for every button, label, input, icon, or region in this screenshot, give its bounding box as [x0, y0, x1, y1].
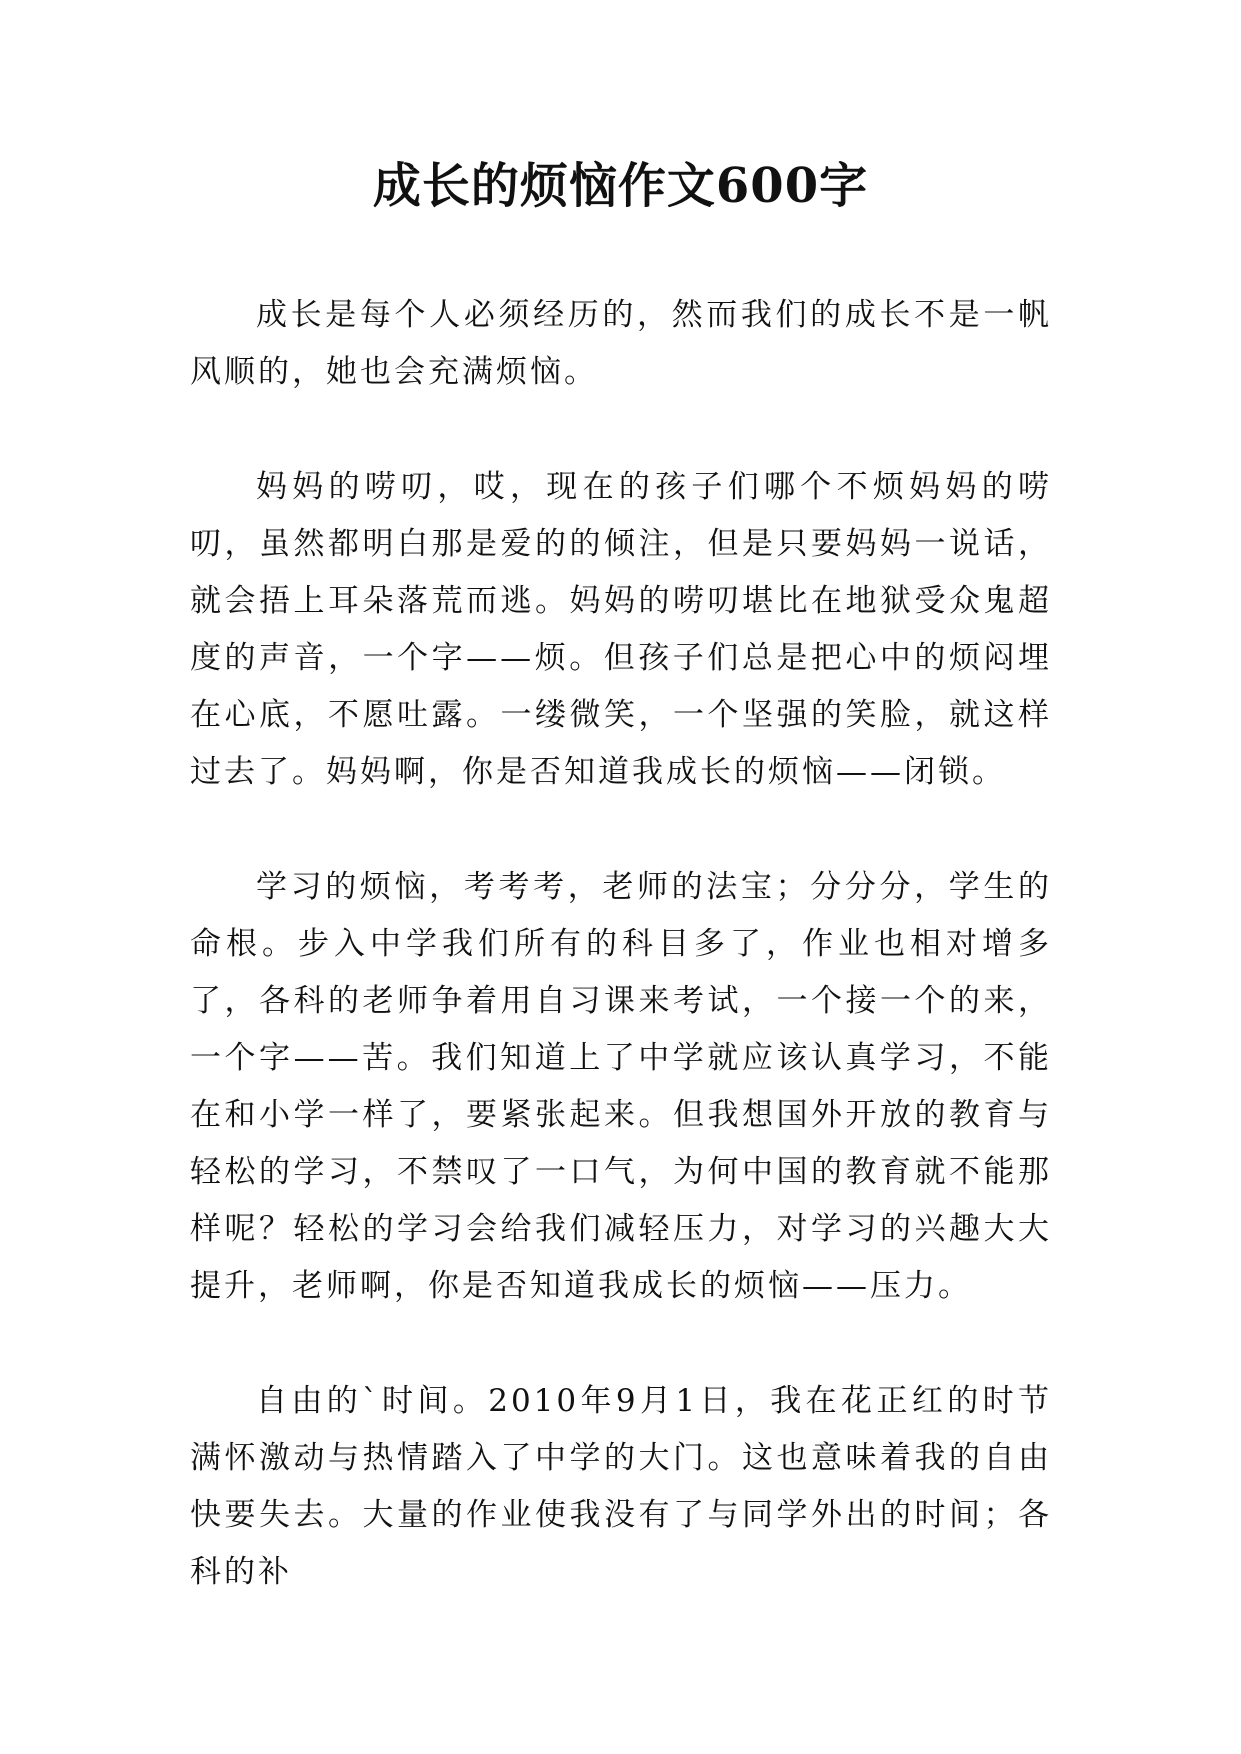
document-body: [190, 287, 1052, 1659]
document-title: 成长的烦恼作文600字: [372, 158, 869, 214]
paragraph-4: 自由的`时间。2010年9月1日，我在花正红的时节满怀激动与热情踏入了中学的大门。这也意味着我的自由快要失去。大量的作业使我没有了与同学外出的时间；各科的补: [190, 1383, 1052, 1590]
paragraph-3: 学习的烦恼，考考考，老师的法宝；分分分，学生的命根。步入中学我们所有的科目多了，作业也相对增多了，各科的老师争着用自习课来考试，一个接一个的来，一个字——苦。我们知道上了中学就应该认真学习，不能在和小学一样了，要紧张起来。但我想国外开放的教育与轻松的学习，不禁叹了一口气，为何中国的教育就不能那样呢？轻松的学习会给我们减轻压力，对学习的兴趣大大提升，老师啊，你是否知道我成长的烦恼——压力。: [190, 869, 1052, 1304]
paragraph-1: 成长是每个人必须经历的，然而我们的成长不是一帆风顺的，她也会充满烦恼。: [190, 297, 1052, 390]
paragraph-2: 妈妈的唠叨，哎，现在的孩子们哪个不烦妈妈的唠叨，虽然都明白那是爱的的倾注，但是只要妈妈一说话，就会捂上耳朵落荒而逃。妈妈的唠叨堪比在地狱受众鬼超度的声音，一个字——烦。但孩子们总是把心中的烦闷埋在心底，不愿吐露。一缕微笑，一个坚强的笑脸，就这样过去了。妈妈啊，你是否知道我成长的烦恼——闭锁。: [190, 469, 1052, 790]
